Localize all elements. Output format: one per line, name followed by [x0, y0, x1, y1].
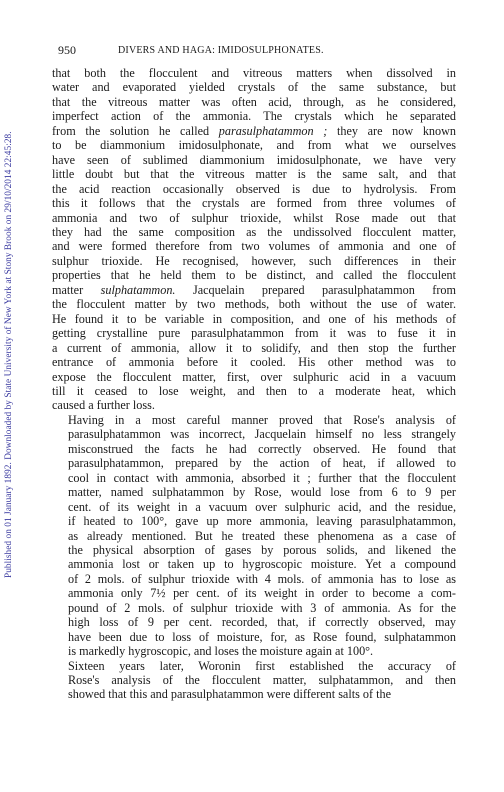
text-line: they had the same composition as the undissolved flocculent matter, [52, 224, 456, 239]
paragraph [52, 659, 456, 702]
text-line: have been due to loss of moisture, for, as Rose found, sulphatammon [68, 629, 456, 644]
text-line: He found it to be variable in composition, and one of his methods of [52, 311, 456, 326]
text-line: is markedly hygroscopic, and loses the moisture again at 100°. [68, 644, 374, 659]
download-notice: Published on 01 January 1892. Downloaded by State University of New York at Stony Brook on 29/10/2014 22:45:28. [4, 131, 14, 578]
text-line: parasulphatammon, prepared by the action of heat, if allowed to [68, 456, 456, 471]
text-line: caused a further loss. [52, 398, 155, 413]
text-line: imperfect action of the ammonia. The crystals which he separated [52, 109, 456, 124]
text-line: entrance of ammonia before it cooled. His other method was to [52, 355, 456, 370]
text-line: the physical absorption of gases by porous solids, and likened the [68, 542, 456, 557]
paragraph [52, 413, 456, 659]
text-line: sulphur trioxide. He recognised, however, such differences in their [52, 253, 456, 268]
text-line: if heated to 100°, gave up more ammonia, leaving parasulphatammon, [68, 514, 456, 529]
text-line: little doubt but that the vitreous matter is the same salt, and that [52, 167, 456, 182]
text-line: the acid reaction occasionally observed is due to hydrolysis. From [52, 181, 456, 196]
text-line: ammonia and two of sulphur trioxide, whilst Rose made out that [52, 210, 456, 225]
text-line: have seen of sublimed diammonium imidosulphonate, we have very [52, 152, 456, 167]
running-title: DIVERS AND HAGA: IMIDOSULPHONATES. [118, 45, 324, 56]
text-line: this it follows that the crystals are formed from three volumes of [52, 196, 456, 211]
text-line: pound of 2 mols. of sulphur trioxide with 3 of ammonia. As for the [68, 600, 456, 615]
text-line: of 2 mols. of sulphur trioxide with 4 mols. of ammonia has to lose as [68, 571, 456, 586]
italic-term: sulphatammon. [100, 282, 176, 297]
text-line: the flocculent matter by two methods, both without the use of water. [52, 297, 456, 312]
text-line: from the solution he called parasulphatammon ; they are now known [52, 123, 456, 138]
text-line: cool in contact with ammonia, absorbed it ; further that the flocculent [68, 470, 456, 485]
italic-term: parasulphatammon ; [218, 123, 328, 138]
text-line: a current of ammonia, allow it to solidify, and then stop the further [52, 340, 456, 355]
text-line: misconstrued the facts he had correctly observed. He found that [68, 441, 456, 456]
paragraph [52, 66, 456, 413]
text-line: matter sulphatammon. Jacquelain prepared parasulphatammon from [52, 282, 456, 297]
text-line: as already mentioned. But he treated these phenomena as a case of [68, 528, 456, 543]
text-line: cent. of its weight in a vacuum over sulphuric acid, and the residue, [68, 499, 456, 514]
text-line: properties that he held them to be distinct, and called the flocculent [52, 268, 456, 283]
page-number: 950 [58, 43, 76, 57]
text-line: showed that this and parasulphatammon were different salts of the [68, 687, 391, 702]
text-line: ammonia lost or taken up to hygroscopic moisture. Yet a compound [68, 557, 456, 572]
text-line: to be diammonium imidosulphonate, and from what we ourselves [52, 138, 456, 153]
text-line: parasulphatammon was incorrect, Jacquelain himself no less strangely [68, 427, 456, 442]
text-line: high loss of 9 per cent. recorded, that, if correctly observed, may [68, 615, 456, 630]
text-line: that the vitreous matter was often acid, through, as he considered, [52, 94, 456, 109]
page-header [52, 44, 452, 58]
text-line: water and evaporated yielded crystals of the same substance, but [52, 80, 456, 95]
text-line: Having in a most careful manner proved that Rose's analysis of [68, 412, 456, 427]
text-line: expose the flocculent matter, first, over sulphuric acid in a vacuum [52, 369, 456, 384]
text-line: Sixteen years later, Woronin first established the accuracy of [68, 658, 456, 673]
text-line: till it ceased to lose weight, and then to a moderate heat, which [52, 383, 456, 398]
text-line: Rose's analysis of the flocculent matter, sulphatammon, and then [68, 673, 456, 688]
text-line: that both the flocculent and vitreous matters when dissolved in [52, 66, 456, 80]
article-body [52, 66, 456, 702]
text-line: getting crystalline pure parasulphatammon from it was to fuse it in [52, 326, 456, 341]
text-line: matter, named sulphatammon by Rose, would lose from 6 to 9 per [68, 485, 456, 500]
text-line: ammonia only 7½ per cent. of its weight in order to become a com- [68, 586, 456, 601]
text-line: and were formed therefore from two volumes of ammonia and one of [52, 239, 456, 254]
